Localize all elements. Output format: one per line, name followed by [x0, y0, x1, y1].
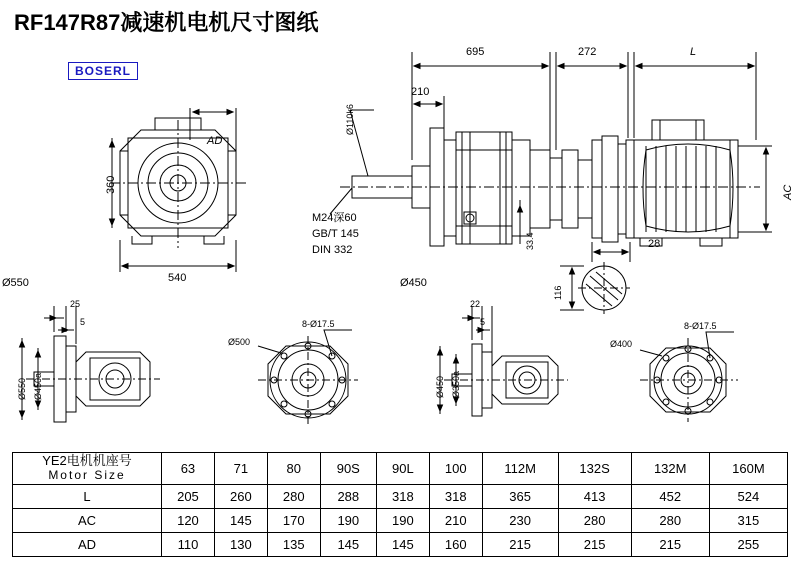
dim-d110k6: Ø110k6 [345, 104, 355, 135]
cell-AD-3: 145 [320, 532, 376, 556]
view-flange-450-side [435, 306, 569, 416]
motor-size-table [12, 452, 788, 557]
table-header-label [13, 453, 162, 485]
dim-d450-side: Ø450 [435, 375, 445, 398]
cell-AC-7: 280 [558, 508, 631, 532]
page-title: RF147R87减速机电机尺寸图纸 [14, 10, 319, 35]
table-header-row [13, 453, 788, 485]
cell-AD-4: 145 [376, 532, 429, 556]
view-flange-500-face [258, 330, 358, 424]
cell-L-9: 524 [709, 484, 787, 508]
cell-L-2: 280 [267, 484, 320, 508]
dim-8x17-5-left: 8-Ø17.5 [302, 319, 335, 329]
dim-d550-side: Ø550 [17, 377, 27, 400]
dim-5-right: 5 [480, 317, 486, 327]
dim-695: 695 [466, 46, 485, 58]
cell-L-1: 260 [214, 484, 267, 508]
cell-AC-9: 315 [709, 508, 787, 532]
dim-28: 28 [648, 238, 661, 250]
table-col-3: 90S [320, 453, 376, 485]
dim-210: 210 [411, 86, 430, 98]
cell-L-0: 205 [162, 484, 215, 508]
thread-note-line-3: DIN 332 [312, 244, 353, 256]
dim-25: 25 [70, 299, 81, 309]
cell-AD-5: 160 [429, 532, 482, 556]
dim-360: 360 [105, 175, 117, 194]
table-row [13, 508, 788, 532]
table-col-4: 90L [376, 453, 429, 485]
cell-AD-0: 110 [162, 532, 215, 556]
table-col-2: 80 [267, 453, 320, 485]
cell-L-7: 413 [558, 484, 631, 508]
dim-22: 22 [470, 299, 481, 309]
dim-AC: AC [782, 184, 794, 200]
table-col-9: 160M [709, 453, 787, 485]
cell-AC-6: 230 [482, 508, 558, 532]
cell-AC-2: 170 [267, 508, 320, 532]
table-row [13, 484, 788, 508]
dim-L: L [690, 46, 697, 58]
cell-AD-7: 215 [558, 532, 631, 556]
table-col-6: 112M [482, 453, 558, 485]
table-col-0: 63 [162, 453, 215, 485]
cell-AD-2: 135 [267, 532, 320, 556]
row-label-L: L [13, 484, 162, 508]
table-header-label-cn: YE2电机机座号 [42, 453, 132, 468]
cell-AC-1: 145 [214, 508, 267, 532]
dim-d350a-side: Ø350a [451, 370, 461, 398]
brand-logo: BOSERL [68, 62, 138, 80]
row-label-AD: AD [13, 532, 162, 556]
dim-d400: Ø400 [610, 339, 633, 349]
table-col-1: 71 [214, 453, 267, 485]
cell-AC-0: 120 [162, 508, 215, 532]
cell-AC-8: 280 [631, 508, 709, 532]
cell-L-5: 318 [429, 484, 482, 508]
table-header-label-en: Motor Size [48, 467, 126, 482]
dim-AD: AD [207, 135, 223, 147]
dim-d450a-side: Ø450a [33, 372, 43, 400]
view-flange-550-side [17, 306, 161, 422]
row-label-AC: AC [13, 508, 162, 532]
cell-L-4: 318 [376, 484, 429, 508]
view-front-left [110, 108, 247, 272]
table-col-5: 100 [429, 453, 482, 485]
cell-AC-3: 190 [320, 508, 376, 532]
dim-d500: Ø500 [228, 337, 251, 347]
cell-L-8: 452 [631, 484, 709, 508]
cell-AC-4: 190 [376, 508, 429, 532]
dim-8x17-5-right: 8-Ø17.5 [684, 321, 717, 331]
cell-L-3: 288 [320, 484, 376, 508]
table-col-7: 132S [558, 453, 631, 485]
cell-AD-1: 130 [214, 532, 267, 556]
dim-d450-top: Ø450 [400, 277, 427, 289]
cell-AD-9: 255 [709, 532, 787, 556]
dim-540: 540 [168, 272, 187, 284]
dim-272: 272 [578, 46, 597, 58]
dim-5-left: 5 [80, 317, 86, 327]
cell-AD-6: 215 [482, 532, 558, 556]
thread-note-line-1: M24深60 [312, 212, 357, 224]
thread-note-line-2: GB/T 145 [312, 228, 359, 240]
dim-116: 116 [553, 285, 563, 300]
cell-AD-8: 215 [631, 532, 709, 556]
dim-d550-top: Ø550 [2, 277, 29, 289]
dim-33-4: 33.4 [525, 232, 535, 250]
table-row [13, 532, 788, 556]
table-col-8: 132M [631, 453, 709, 485]
view-flange-400-face [640, 332, 738, 422]
cell-L-6: 365 [482, 484, 558, 508]
cell-AC-5: 210 [429, 508, 482, 532]
